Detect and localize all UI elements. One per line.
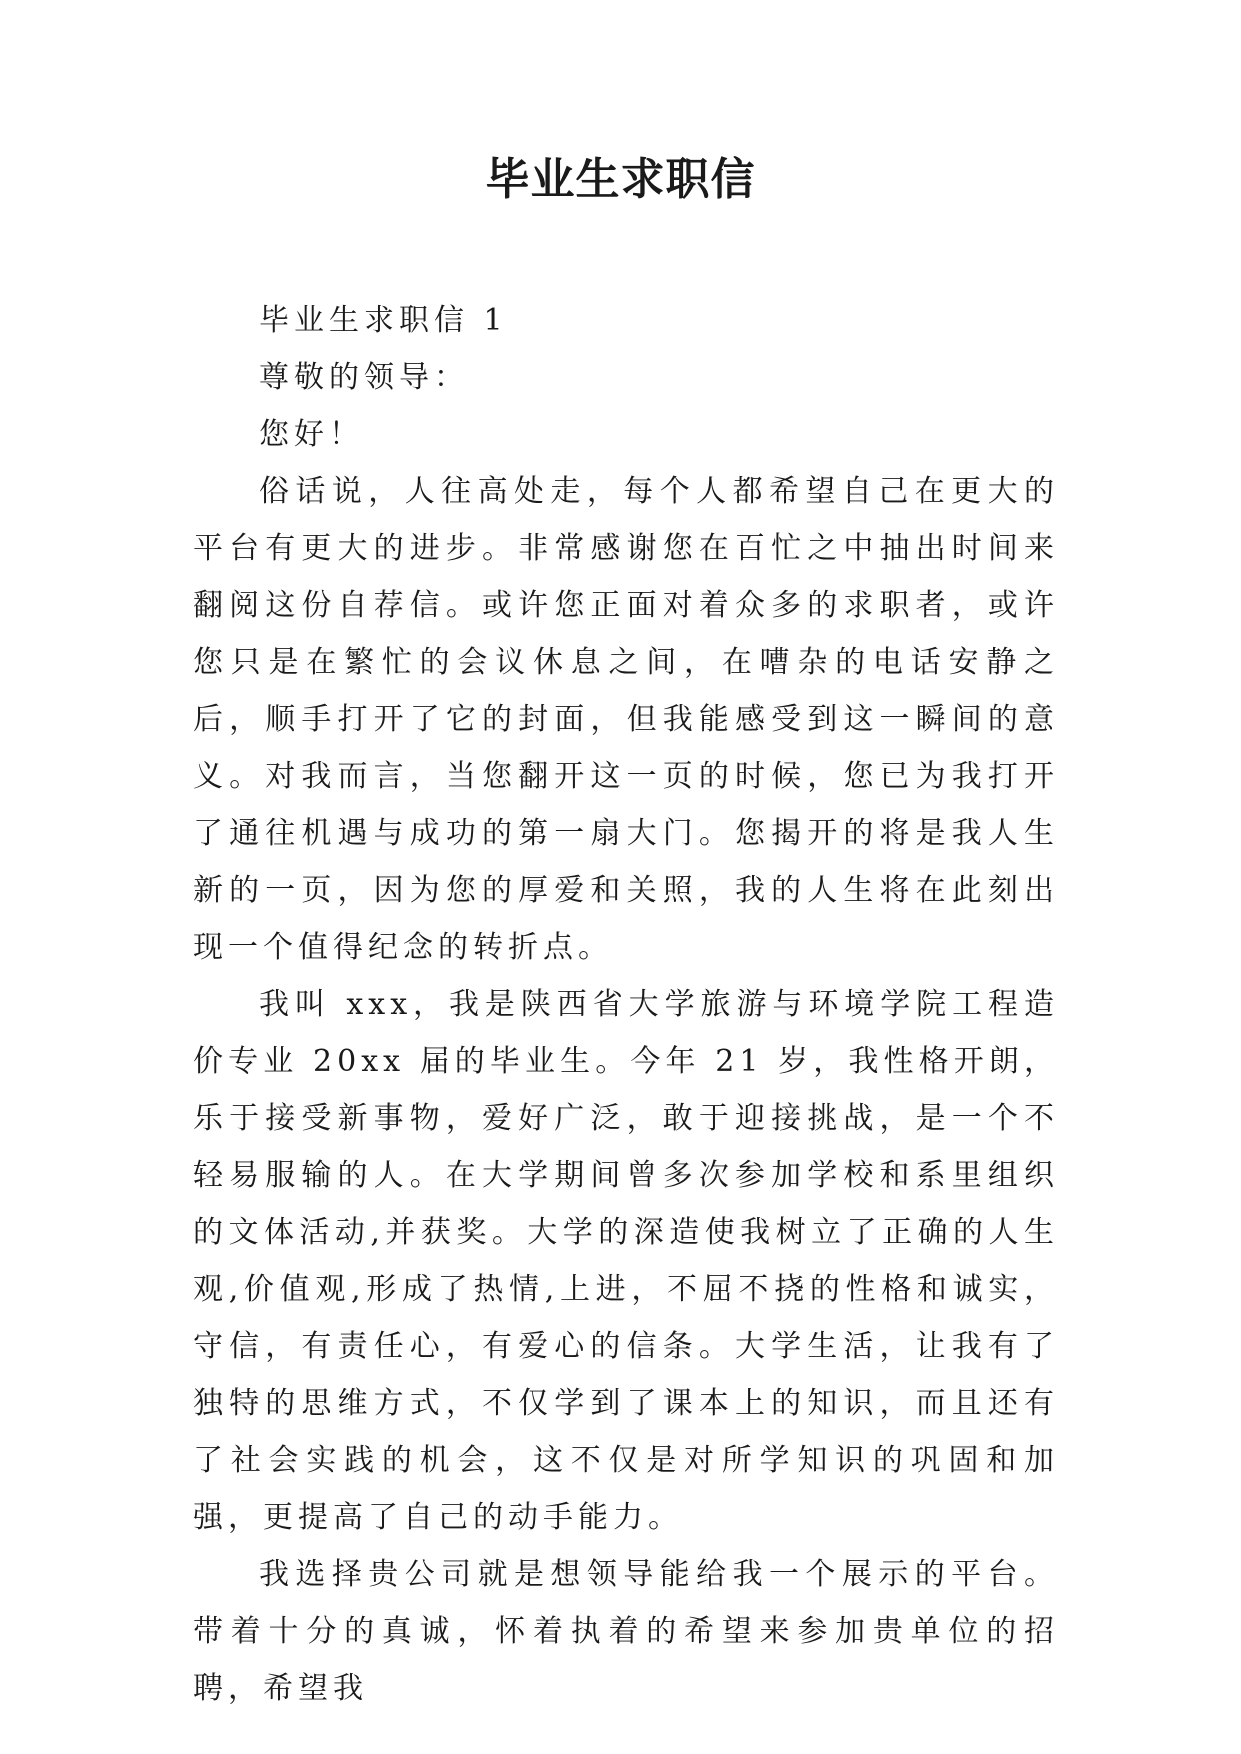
- greeting: 您好！: [259, 417, 364, 452]
- salutation: 尊敬的领导：: [259, 360, 469, 395]
- paragraph-intro: 俗话说，人往高处走，每个人都希望自己在更大的平台有更大的进步。非常感谢您在百忙之中抽出时间来翻阅这份自荐信。或许您正面对着众多的求职者，或许您只是在繁忙的会议休息之间，在嘈杂的电话安静之后，顺手打开了它的封面，但我能感受到这一瞬间的意义。对我而言，当您翻开这一页的时候，您已为我打开了通往机遇与成功的第一扇大门。您揭开的将是我人生新的一页，因为您的厚爱和关照，我的人生将在此刻出现一个值得纪念的转折点。: [193, 474, 1059, 965]
- paragraph-motivation: 我选择贵公司就是想领导能给我一个展示的平台。带着十分的真诚，怀着执着的希望来参加贵单位的招聘，希望我: [193, 1557, 1059, 1706]
- document-body: [193, 292, 1059, 1717]
- document-title: 毕业生求职信: [485, 154, 756, 205]
- paragraph-self-introduction: 我叫 xxx，我是陕西省大学旅游与环境学院工程造价专业 20xx 届的毕业生。今年 21 岁，我性格开朗，乐于接受新事物，爱好广泛，敢于迎接挑战，是一个不轻易服输的人。在大学期间曾多次参加学校和系里组织的文体活动,并获奖。大学的深造使我树立了正确的人生观,价值观,形成了热情,上进，不屈不挠的性格和诚实，守信，有责任心，有爱心的信条。大学生活，让我有了独特的思维方式，不仅学到了课本上的知识，而且还有了社会实践的机会，这不仅是对所学知识的巩固和加强，更提高了自己的动手能力。: [193, 987, 1059, 1535]
- section-heading: 毕业生求职信 1: [259, 303, 508, 338]
